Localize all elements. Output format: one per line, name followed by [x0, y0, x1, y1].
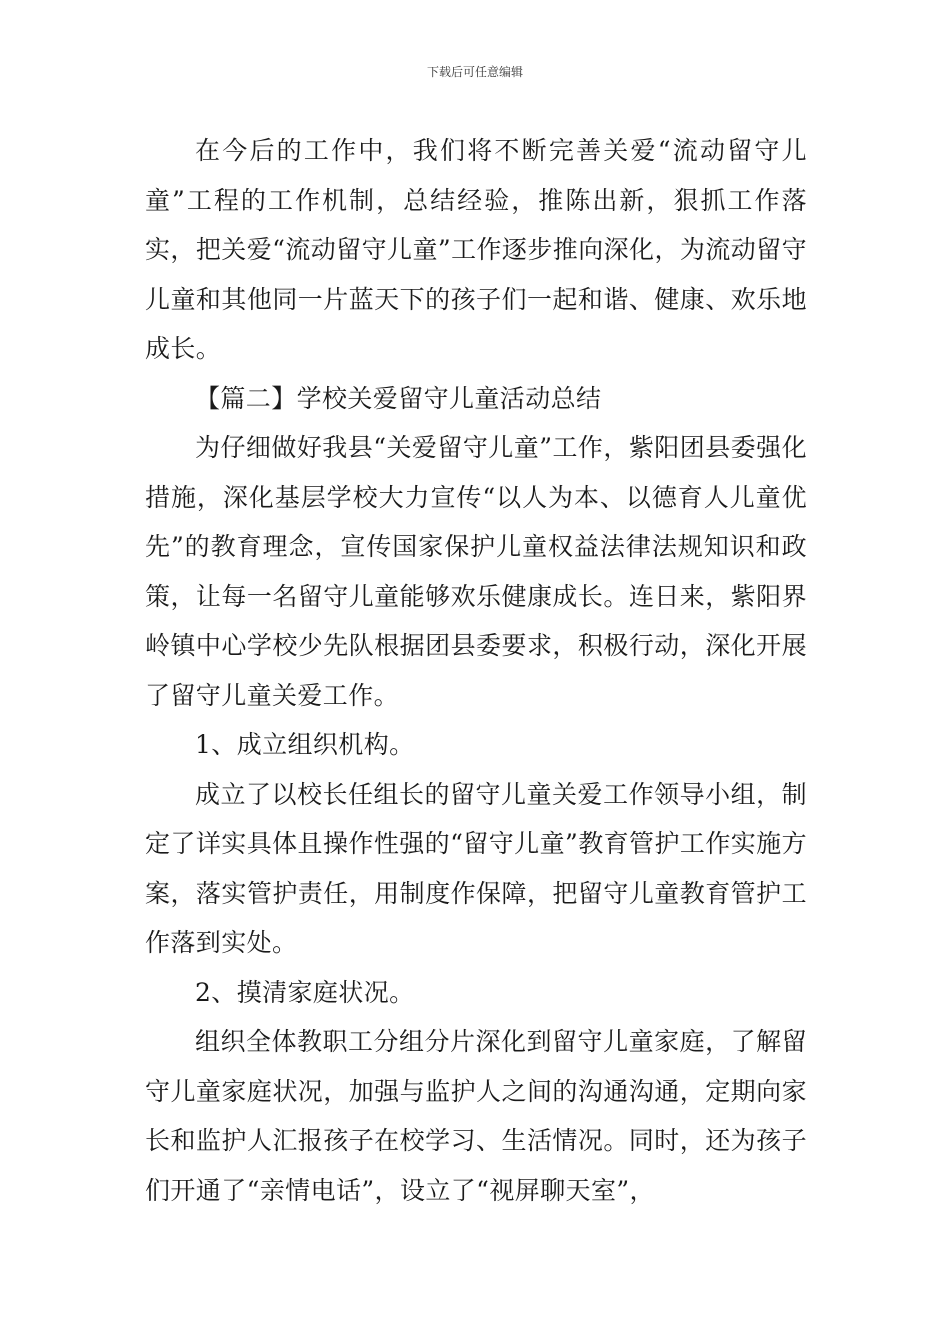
paragraph-item-2: 组织全体教职工分组分片深化到留守儿童家庭，了解留守儿童家庭状况，加强与监护人之间的沟通沟通，定期向家长和监护人汇报孩子在校学习、生活情况。同时，还为孩子们开通了“亲情电话”，设立了“视屏聊天室”，: [145, 1027, 807, 1205]
page-header: 下载后可任意编辑: [426, 65, 523, 79]
item-heading-2: 2、摸清家庭状况。: [195, 977, 415, 1007]
paragraph-item-1: 成立了以校长任组长的留守儿童关爱工作领导小组，制定了详实具体且操作性强的“留守儿童”教育管护工作实施方案，落实管护责任，用制度作保障，把留守儿童教育管护工作落到实处。: [145, 779, 807, 957]
document-body: [145, 126, 807, 1215]
paragraph-intro: 为仔细做好我县“关爱留守儿童”工作，紫阳团县委强化措施，深化基层学校大力宣传“以人为本、以德育人儿童优先”的教育理念，宣传国家保护儿童权益法律法规知识和政策，让每一名留守儿童能够欢乐健康成长。连日来，紫阳界岭镇中心学校少先队根据团县委要求，积极行动，深化开展了留守儿童关爱工作。: [145, 433, 807, 710]
section-heading: 【篇二】学校关爱留守儿童活动总结: [195, 383, 602, 413]
item-heading-1: 1、成立组织机构。: [195, 730, 415, 759]
paragraph-conclusion: 在今后的工作中，我们将不断完善关爱“流动留守儿童”工程的工作机制，总结经验，推陈出新，狠抓工作落实，把关爱“流动留守儿童”工作逐步推向深化，为流动留守儿童和其他同一片蓝天下的孩子们一起和谐、健康、欢乐地成长。: [145, 136, 807, 363]
